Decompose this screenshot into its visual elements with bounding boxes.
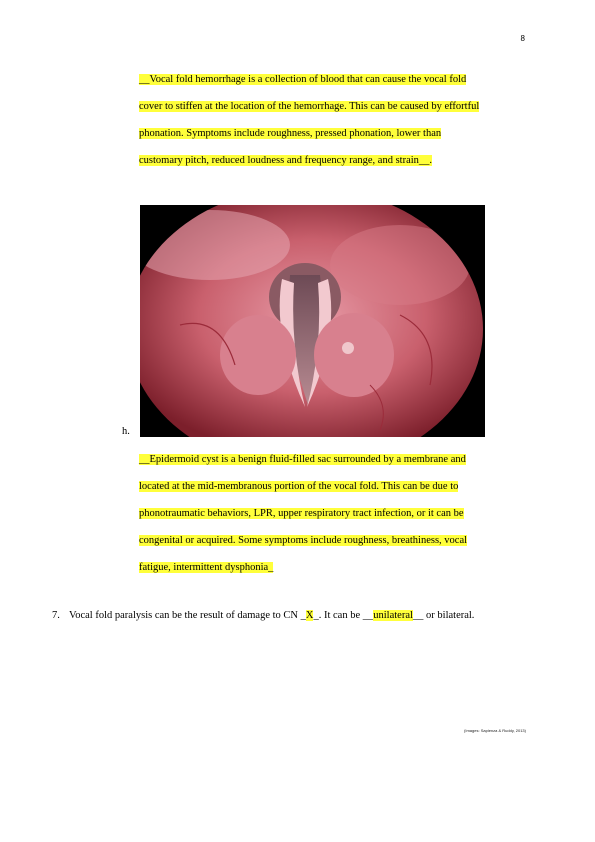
question-7 (52, 610, 474, 621)
laryngoscopy-image (140, 205, 485, 437)
answer-cn: X (305, 610, 314, 621)
image-credit: (Images: Sapienza & Ruddy, 2013) (464, 728, 526, 733)
page-number: 8 (520, 34, 525, 43)
question-text-after: __ or bilateral. (412, 610, 475, 621)
larynx-illustration (140, 205, 485, 437)
answer-text-line: __Vocal fold hemorrhage is a collection of blood that can cause the vocal fold (139, 74, 467, 85)
question-text-middle: _. It can be __ (313, 610, 374, 621)
figure-label: h. (122, 426, 130, 437)
hemorrhage-paragraph (139, 66, 529, 174)
answer-lateral: unilateral (373, 610, 413, 621)
question-text-before: Vocal fold paralysis can be the result of damage to CN _ (69, 610, 306, 621)
answer-text-line: fatigue, intermittent dysphonia_ (139, 562, 274, 573)
answer-text-line: __Epidermoid cyst is a benign fluid-filled sac surrounded by a membrane and (139, 454, 466, 465)
question-number: 7. (52, 610, 60, 621)
answer-text-line: phonation. Symptoms include roughness, pressed phonation, lower than (139, 128, 442, 139)
answer-text-line: phonotraumatic behaviors, LPR, upper respiratory tract infection, or it can be (139, 508, 464, 519)
answer-text-line: congenital or acquired. Some symptoms include roughness, breathiness, vocal (139, 535, 468, 546)
answer-text-line: cover to stiffen at the location of the hemorrhage. This can be caused by effortful (139, 101, 480, 112)
cyst-paragraph (139, 446, 529, 581)
answer-text-line: customary pitch, reduced loudness and frequency range, and strain__. (139, 155, 433, 166)
answer-text-line: located at the mid-membranous portion of the vocal fold. This can be due to (139, 481, 459, 492)
